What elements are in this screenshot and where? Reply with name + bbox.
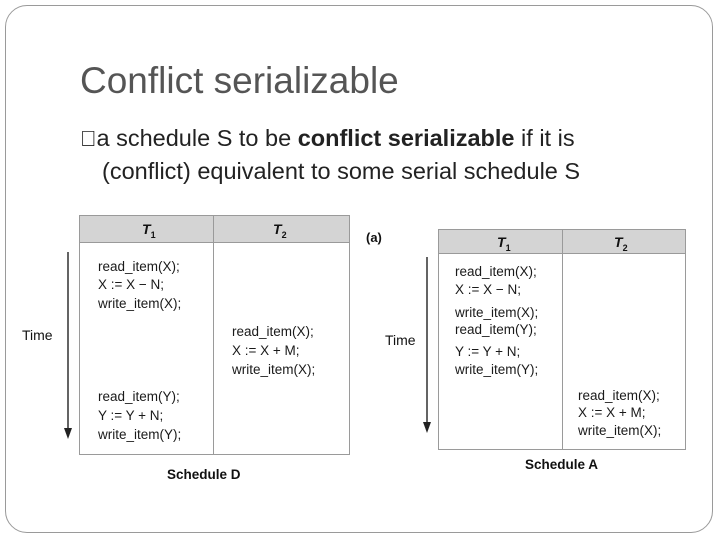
time-label-d: Time [22, 327, 53, 343]
figure-label-a: (a) [366, 230, 382, 245]
op-a-t1-2: X := X − N; [455, 282, 522, 297]
bullet-line1-bold: conflict serializable [281, 125, 499, 151]
op-d-t1-6: write_item(Y); [98, 427, 182, 442]
op-a-t1-6: write_item(Y); [455, 362, 539, 377]
schedule-a-table [438, 229, 686, 450]
slide-title: Conflict serializable [80, 60, 399, 101]
schedule-a-divider [562, 230, 563, 449]
schedule-d-caption: Schedule D [167, 467, 241, 482]
op-a-t2-3: write_item(X); [578, 423, 662, 438]
op-d-t2-2: X := X + M; [232, 343, 300, 358]
schedule-a-caption: Schedule A [525, 457, 599, 472]
op-d-t2-1: read_item(X); [232, 324, 314, 339]
schedule-a-t1-head: $T_1$ [497, 234, 511, 253]
schedule-d-divider [213, 216, 214, 454]
time-arrow-a [423, 257, 433, 437]
op-a-t1-4: read_item(Y); [455, 322, 537, 337]
bullet-line1-post: if it is [498, 125, 559, 151]
schedule-d-table [79, 215, 350, 455]
op-a-t2-1: read_item(X); [578, 388, 660, 403]
op-d-t1-3: write_item(X); [98, 296, 182, 311]
time-label-a: Time [385, 332, 416, 348]
op-a-t2-2: X := X + M; [578, 405, 646, 420]
schedule-a-t2-head: $T_2$ [614, 234, 628, 253]
time-arrow-d [64, 252, 74, 442]
bullet-line1-pre: a schedule S to be [80, 125, 282, 151]
schedule-d-t1-head: $T_1$ [142, 221, 156, 240]
bullet-line2: (conflict) equivalent to some serial schedule S [102, 158, 581, 184]
op-a-t1-3: write_item(X); [455, 305, 539, 320]
op-d-t1-2: X := X − N; [98, 277, 165, 292]
op-a-t1-5: Y := Y + N; [455, 344, 521, 359]
op-d-t1-1: read_item(X); [98, 259, 180, 274]
schedule-d-t2-head: $T_2$ [273, 221, 287, 240]
bullet-text [80, 122, 690, 188]
op-d-t1-4: read_item(Y); [98, 389, 180, 404]
bullet-glyph [80, 126, 97, 151]
schedule-d-header [80, 216, 349, 243]
op-d-t2-3: write_item(X); [232, 362, 316, 377]
op-d-t1-5: Y := Y + N; [98, 408, 164, 423]
op-a-t1-1: read_item(X); [455, 264, 537, 279]
